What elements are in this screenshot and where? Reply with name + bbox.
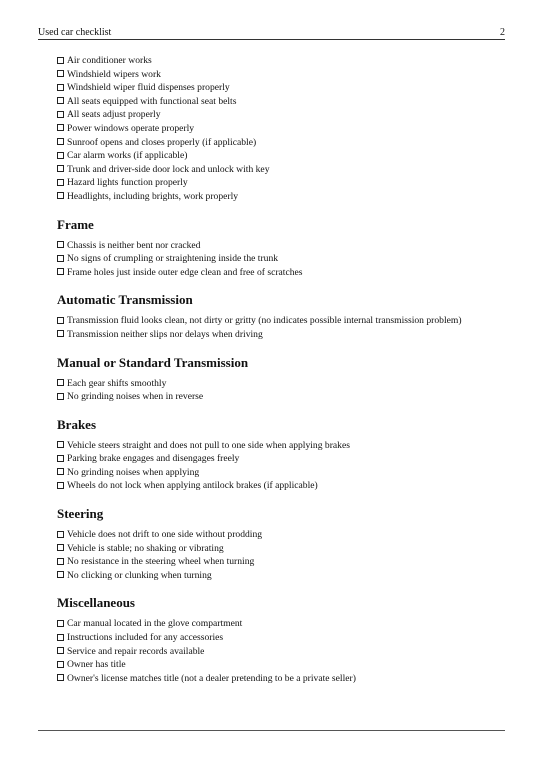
section-checklist xyxy=(57,314,503,341)
checklist-item-label: Vehicle is stable; no shaking or vibrating xyxy=(67,542,224,554)
checklist-item xyxy=(57,466,503,480)
checklist-item xyxy=(57,54,503,68)
checklist-item-label: Instructions included for any accessories xyxy=(67,632,224,644)
section-checklist xyxy=(57,617,503,685)
checkbox-icon[interactable] xyxy=(57,192,64,199)
checklist-item xyxy=(57,390,503,404)
checklist-item-label: No resistance in the steering wheel when turning xyxy=(67,556,255,568)
page-header xyxy=(38,27,505,39)
checkbox-icon[interactable] xyxy=(57,268,64,275)
section-checklist xyxy=(57,439,503,493)
checklist-item xyxy=(57,190,503,204)
checklist-item-label: Air conditioner works xyxy=(67,55,152,66)
checkbox-icon[interactable] xyxy=(57,482,64,489)
checkbox-icon[interactable] xyxy=(57,661,64,668)
section-manual-transmission xyxy=(57,342,503,404)
checklist-item xyxy=(57,617,503,631)
checklist-item-label: Hazard lights function properly xyxy=(67,177,188,189)
checklist-item xyxy=(57,658,503,672)
checklist-item-label: Power windows operate properly xyxy=(67,122,195,134)
checklist-item xyxy=(57,68,503,82)
checkbox-icon[interactable] xyxy=(57,571,64,578)
checklist-item xyxy=(57,528,503,542)
checklist-item xyxy=(57,479,503,493)
checkbox-icon[interactable] xyxy=(57,634,64,641)
section-heading: Manual or Standard Transmission xyxy=(57,354,249,370)
page-number: 2 xyxy=(500,27,505,38)
section-heading: Miscellaneous xyxy=(57,595,135,611)
checklist-item xyxy=(57,314,503,328)
checkbox-icon[interactable] xyxy=(57,124,64,131)
section-heading: Automatic Transmission xyxy=(57,292,193,308)
checklist-item-label: No grinding noises when in reverse xyxy=(67,391,204,403)
checklist-item-label: Transmission fluid looks clean, not dirty or gritty (no indicates possible internal transmission problem) xyxy=(67,315,462,327)
checklist-item-label: No signs of crumpling or straightening inside the trunk xyxy=(67,253,279,265)
checklist-item-label: Vehicle does not drift to one side without prodding xyxy=(67,529,263,541)
section-steering xyxy=(57,493,503,582)
section-checklist xyxy=(57,239,503,280)
checklist-item xyxy=(57,645,503,659)
checklist-item-label: No grinding noises when applying xyxy=(67,466,200,478)
checklist-item-label: Wheels do not lock when applying antilock brakes (if applicable) xyxy=(67,480,318,492)
section-miscellaneous xyxy=(57,582,503,685)
checklist-item-label: Chassis is neither bent nor cracked xyxy=(67,239,201,251)
checklist-item xyxy=(57,176,503,190)
checkbox-icon[interactable] xyxy=(57,138,64,145)
checkbox-icon[interactable] xyxy=(57,647,64,654)
checkbox-icon[interactable] xyxy=(57,70,64,77)
checklist-item-label: Headlights, including brights, work properly xyxy=(67,190,239,202)
checkbox-icon[interactable] xyxy=(57,558,64,565)
checkbox-icon[interactable] xyxy=(57,544,64,551)
checklist-item xyxy=(57,452,503,466)
checkbox-icon[interactable] xyxy=(57,330,64,337)
checklist-item xyxy=(57,163,503,177)
checkbox-icon[interactable] xyxy=(57,455,64,462)
checkbox-icon[interactable] xyxy=(57,531,64,538)
checklist-item xyxy=(57,266,503,280)
checklist-item xyxy=(57,122,503,136)
checklist-item-label: Car manual located in the glove compartment xyxy=(67,618,243,630)
document-title: Used car checklist xyxy=(38,27,112,38)
section-brakes xyxy=(57,404,503,493)
checkbox-icon[interactable] xyxy=(57,674,64,681)
checkbox-icon[interactable] xyxy=(57,152,64,159)
checklist-item-label: Windshield wiper fluid dispenses properly xyxy=(67,82,230,94)
checklist-item-label: Transmission neither slips nor delays when driving xyxy=(67,328,263,340)
checkbox-icon[interactable] xyxy=(57,165,64,172)
checklist-item xyxy=(57,239,503,253)
checkbox-icon[interactable] xyxy=(57,379,64,386)
checklist-content xyxy=(57,54,503,685)
checklist-item xyxy=(57,631,503,645)
checkbox-icon[interactable] xyxy=(57,441,64,448)
checklist-item-label: Owner's license matches title (not a dealer pretending to be a private seller) xyxy=(67,672,356,684)
section-heading: Frame xyxy=(57,216,94,232)
checkbox-icon[interactable] xyxy=(57,57,64,64)
checklist-item-label: Each gear shifts smoothly xyxy=(67,377,167,389)
checkbox-icon[interactable] xyxy=(57,84,64,91)
checkbox-icon[interactable] xyxy=(57,111,64,118)
checkbox-icon[interactable] xyxy=(57,620,64,627)
checklist-item-label: Owner has title xyxy=(67,659,126,671)
intro-checklist xyxy=(57,54,503,204)
checklist-item-label: Frame holes just inside outer edge clean and free of scratches xyxy=(67,266,303,278)
checklist-item xyxy=(57,672,503,686)
checklist-item xyxy=(57,542,503,556)
checklist-item-label: Service and repair records available xyxy=(67,645,205,657)
checkbox-icon[interactable] xyxy=(57,317,64,324)
checklist-item-label: Sunroof opens and closes properly (if applicable) xyxy=(67,136,257,148)
checklist-item-label: Trunk and driver-side door lock and unlock with key xyxy=(67,163,270,175)
checklist-item-label: Parking brake engages and disengages freely xyxy=(67,453,240,465)
header-divider xyxy=(38,39,505,40)
checklist-item xyxy=(57,377,503,391)
checkbox-icon[interactable] xyxy=(57,393,64,400)
checklist-item-label: No clicking or clunking when turning xyxy=(67,569,212,581)
footer-divider xyxy=(38,730,505,731)
checkbox-icon[interactable] xyxy=(57,255,64,262)
checkbox-icon[interactable] xyxy=(57,468,64,475)
section-heading: Steering xyxy=(57,506,104,522)
checklist-item-label: All seats equipped with functional seat belts xyxy=(67,95,237,107)
section-heading: Brakes xyxy=(57,416,96,432)
checklist-item xyxy=(57,149,503,163)
checklist-item xyxy=(57,555,503,569)
checklist-item xyxy=(57,252,503,266)
checklist-item-label: All seats adjust properly xyxy=(67,109,161,121)
checklist-item xyxy=(57,569,503,583)
checklist-item xyxy=(57,328,503,342)
section-checklist xyxy=(57,377,503,404)
checklist-item-label: Car alarm works (if applicable) xyxy=(67,150,188,162)
section-frame xyxy=(57,204,503,280)
checklist-item-label: Vehicle steers straight and does not pull to one side when applying brakes xyxy=(67,439,350,451)
checkbox-icon[interactable] xyxy=(57,179,64,186)
section-checklist xyxy=(57,528,503,582)
section-automatic-transmission xyxy=(57,279,503,341)
checklist-item xyxy=(57,439,503,453)
checklist-item xyxy=(57,81,503,95)
checklist-item xyxy=(57,108,503,122)
checkbox-icon[interactable] xyxy=(57,97,64,104)
checklist-item-label: Windshield wipers work xyxy=(67,68,161,80)
checklist-item xyxy=(57,136,503,150)
checklist-item xyxy=(57,95,503,109)
checkbox-icon[interactable] xyxy=(57,241,64,248)
